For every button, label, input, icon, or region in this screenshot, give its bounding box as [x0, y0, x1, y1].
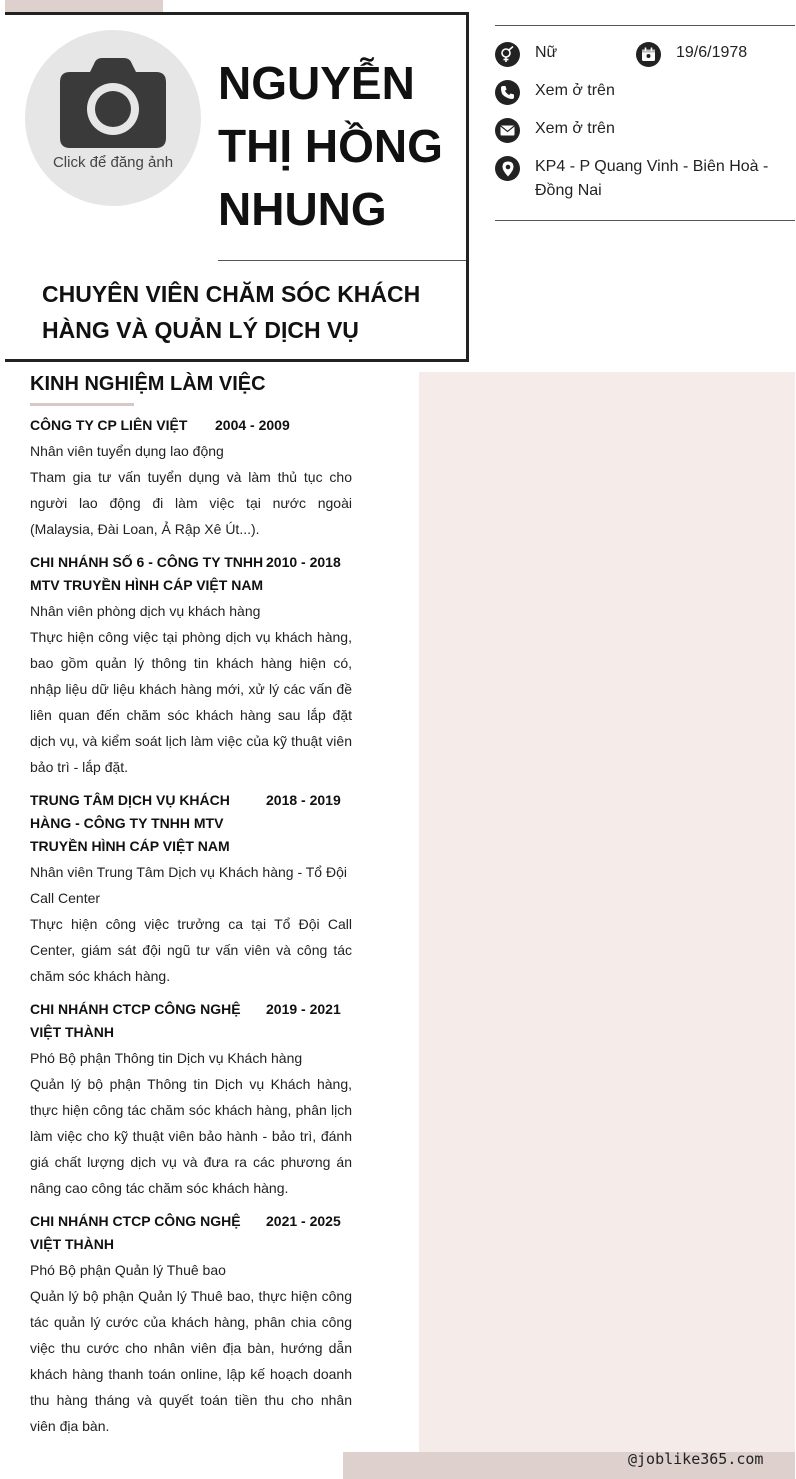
address-line: Đồng Nai	[535, 182, 602, 199]
experience-period: 2004 - 2009	[215, 417, 290, 433]
name-line: THỊ HỒNG	[218, 120, 443, 172]
info-divider-bottom	[495, 220, 795, 221]
company-name: MTV TRUYỀN HÌNH CÁP VIỆT NAM	[30, 577, 264, 593]
location-icon	[495, 156, 520, 181]
decor-panel-right	[419, 372, 795, 1452]
info-email	[495, 118, 615, 143]
experience-role: Phó Bộ phận Thông tin Dịch vụ Khách hàng	[30, 1050, 303, 1066]
experience-header	[30, 789, 352, 858]
job-title-line: HÀNG VÀ QUẢN LÝ DỊCH VỤ	[42, 317, 359, 343]
phone-icon	[495, 80, 520, 105]
experience-period: 2019 - 2021	[266, 1001, 341, 1017]
phone-value: Xem ở trên	[535, 82, 615, 99]
experience-header	[30, 551, 352, 597]
experience-period: 2021 - 2025	[266, 1213, 341, 1229]
experience-header	[30, 998, 352, 1044]
watermark: @joblike365.com	[628, 1450, 764, 1468]
calendar-icon	[636, 42, 661, 67]
camera-icon	[60, 56, 166, 148]
candidate-name	[218, 52, 458, 241]
experience-period: 2018 - 2019	[266, 792, 341, 808]
experience-header	[30, 1210, 352, 1256]
experience-section-title: KINH NGHIỆM LÀM VIỆC	[30, 373, 266, 395]
email-value: Xem ở trên	[535, 120, 615, 137]
experience-role: Nhân viên tuyển dụng lao động	[30, 443, 224, 459]
company-name: CHI NHÁNH CTCP CÔNG NGHỆ	[30, 1213, 241, 1229]
experience-role: Nhân viên phòng dịch vụ khách hàng	[30, 603, 261, 619]
info-divider-top	[495, 25, 795, 26]
experience-item	[30, 1210, 352, 1439]
photo-caption: Click để đăng ảnh	[52, 154, 174, 171]
experience-period: 2010 - 2018	[266, 554, 341, 570]
company-name: VIỆT THÀNH	[30, 1236, 114, 1252]
experience-role: Phó Bộ phận Quản lý Thuê bao	[30, 1262, 226, 1278]
info-address	[495, 156, 768, 203]
experience-description: Thực hiện công việc tại phòng dịch vụ khách hàng, bao gồm quản lý thông tin khách hàng hiện có, nhập liệu dữ liệu khách hàng mới, xử lý các vấn đề liên quan đến chăm sóc khách hàng sau lắp đặt dịch vụ, và kiểm soát lịch làm việc của kỹ thuật viên bảo trì - lắp đặt.	[30, 629, 352, 775]
address-line: KP4 - P Quang Vinh - Biên Hoà -	[535, 158, 769, 175]
company-name: TRUNG TÂM DỊCH VỤ KHÁCH	[30, 792, 230, 808]
experience-description: Thực hiện công việc trưởng ca tại Tổ Đội Call Center, giám sát đội ngũ tư vấn viên và công tác chăm sóc khách hàng.	[30, 916, 352, 984]
experience-header	[30, 414, 352, 437]
name-line: NHUNG	[218, 183, 387, 235]
experience-role: Nhân viên Trung Tâm Dịch vụ Khách hàng - Tổ Đội Call Center	[30, 864, 347, 906]
info-phone	[495, 80, 615, 105]
experience-item	[30, 998, 352, 1201]
mail-icon	[495, 118, 520, 143]
section-underline	[30, 403, 134, 406]
company-name: VIỆT THÀNH	[30, 1024, 114, 1040]
company-name: TRUYỀN HÌNH CÁP VIỆT NAM	[30, 838, 230, 854]
name-line: NGUYỄN	[218, 57, 415, 109]
job-title-line: CHUYÊN VIÊN CHĂM SÓC KHÁCH	[42, 281, 421, 307]
gender-value: Nữ	[535, 44, 558, 61]
experience-description: Quản lý bộ phận Quản lý Thuê bao, thực hiện công tác quản lý cước của khách hàng, phân chia công việc thu cước cho nhân viên địa bàn, hướng dẫn khách hàng thanh toán online, lập kế hoạch doanh thu hàng tháng và quyết toán tiền thu cho nhân viên địa bàn.	[30, 1288, 352, 1434]
name-divider	[218, 260, 466, 261]
experience-item	[30, 551, 352, 780]
job-title	[42, 276, 452, 348]
info-gender	[495, 42, 557, 67]
address-value	[535, 155, 768, 203]
company-name: CÔNG TY CP LIÊN VIỆT	[30, 417, 188, 433]
company-name: HÀNG - CÔNG TY TNHH MTV	[30, 815, 224, 831]
experience-description: Quản lý bộ phận Thông tin Dịch vụ Khách hàng, thực hiện công tác chăm sóc khách hàng, phân lịch làm việc cho kỹ thuật viên bảo hành - bảo trì, đánh giá chất lượng dịch vụ và đưa ra các phương án nâng cao công tác chăm sóc khách hàng.	[30, 1076, 352, 1196]
experience-item	[30, 414, 352, 542]
experience-item	[30, 789, 352, 989]
info-birthday	[636, 42, 747, 67]
company-name: CHI NHÁNH SỐ 6 - CÔNG TY TNHH	[30, 554, 264, 570]
company-name: CHI NHÁNH CTCP CÔNG NGHỆ	[30, 1001, 241, 1017]
photo-upload[interactable]	[25, 30, 201, 206]
experience-description: Tham gia tư vấn tuyển dụng và làm thủ tục cho người lao động đi làm việc tại nước ngoài (Malaysia, Đài Loan, Ả Rập Xê Út...).	[30, 469, 352, 537]
birthday-value: 19/6/1978	[676, 44, 748, 61]
gender-icon	[495, 42, 520, 67]
